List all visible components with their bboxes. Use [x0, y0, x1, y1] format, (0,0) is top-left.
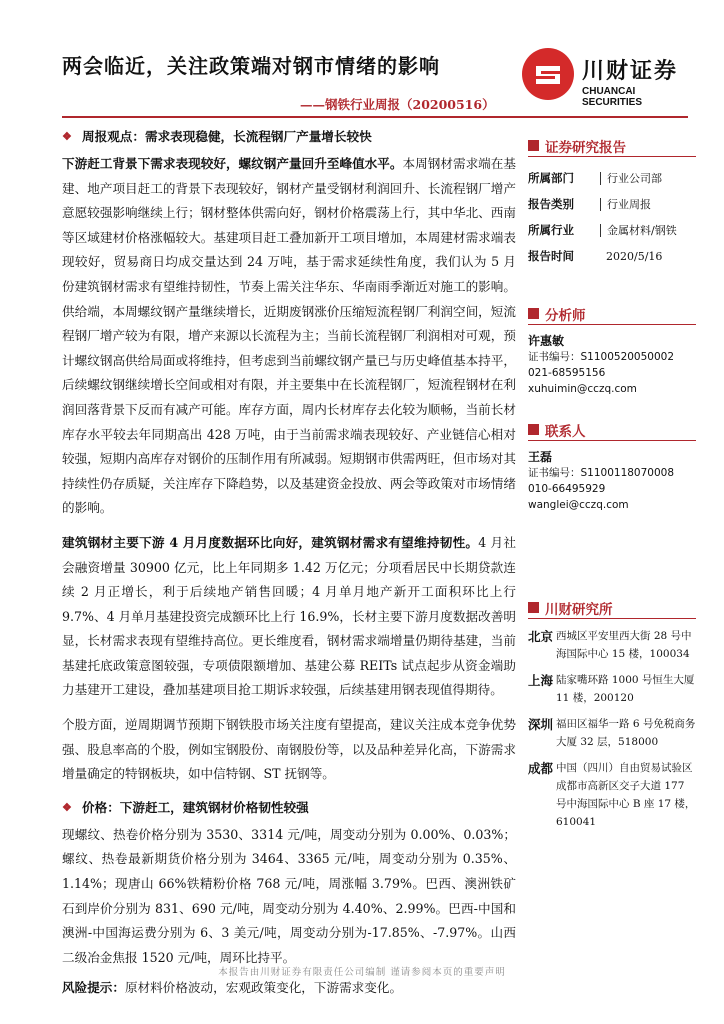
sidebar — [528, 135, 696, 839]
sidebar-heading-report: 证券研究报告 — [528, 135, 696, 157]
sidebar-heading-analyst: 分析师 — [528, 303, 696, 325]
analyst-card — [528, 333, 696, 397]
office-shenzhen: 深圳 福田区福华一路 6 号免税商务大厦 32 层，518000 — [528, 717, 696, 748]
office-beijing: 北京 西城区平安里西大街 28 号中海国际中心 15 楼，100034 — [528, 629, 692, 660]
square-bullet-icon — [528, 602, 539, 613]
analyst-cert: 证书编号：S1100520050002 — [528, 351, 675, 363]
info-row-industry: 所属行业 金属材料/钢铁 — [528, 217, 696, 243]
analyst-email[interactable]: xuhuimin@cczq.com — [528, 383, 637, 395]
contact-email[interactable]: wanglei@cczq.com — [528, 499, 629, 511]
risk-body: 原材料价格波动，宏观政策变化，下游需求变化。 — [124, 980, 403, 996]
analyst-name: 许惠敏 — [528, 334, 565, 348]
footer-disclaimer: 本报告由川财证券有限责任公司编制 谨请参阅本页的重要声明 — [218, 967, 506, 978]
paragraph-monthly-data — [62, 531, 516, 703]
analyst-phone: 021-68595156 — [528, 367, 606, 379]
logo-text-en: CHUANCAI SECURITIES — [582, 86, 643, 108]
contact-card — [528, 449, 696, 513]
contact-cert: 证书编号：S1100118070008 — [528, 467, 675, 479]
paragraph-body: 本周钢材需求端在基建、地产项目赶工的背景下表现较好，钢材产量受钢材利润回升、长流程钢厂增产意愿较强影响继续上行；钢材整体供需向好，钢材价格震荡上行，其中华北、西南等区域建材价格涨幅较大。基建项目赶工叠加新开工项目增加，本周建材需求端表现较好，贸易商日均成交量达到 24 万吨，基于需求延续性角度，我们认为 5 月份建筑钢材需求有望维持韧性，节奏上需关注华东、华南雨季渐近对施工的影响。供给端，本周螺纹钢产量继续增长，近期废钢涨价压缩短流程钢厂利润空间，短流程钢厂增产较为有限，增产来源以长流程为主；当前长流程钢厂利润相对可观，预计螺纹钢高供给局面或将维持，但考虑到当前螺纹钢产量已与历史峰值基本持平，后续螺纹钢继续增长空间或相对有限，并主要集中在长流程钢厂，短流程钢材在利润回落背景下反而有减产可能。库存方面，周内长材库存去化较为顺畅，当前长材库存水平较去年同期高出 428 万吨，由于当前需求端表现较好、产业链信心相对较强，短期内高库存对钢价的压制作用有所减弱。短期钢市供需两旺，但市场对其持续性仍存质疑，关注库存下降趋势，以及基建资金投放、两会等政策对市场情绪的影响。 — [62, 156, 517, 516]
square-bullet-icon — [528, 308, 539, 319]
diamond-bullet-icon: ❖ — [62, 129, 72, 143]
risk-warning — [62, 976, 516, 1001]
paragraph-lead: 建筑钢材主要下游 4 月月度数据环比向好，建筑钢材需求有望维持韧性。 — [62, 534, 479, 550]
section-heading-price: ❖ 价格：下游赶工，建筑钢材价格韧性较强 — [62, 795, 516, 821]
sidebar-heading-contact: 联系人 — [528, 419, 696, 441]
logo-mark-icon — [522, 48, 574, 100]
header-divider — [62, 116, 688, 118]
paragraph-lead: 下游赶工背景下需求表现较好，螺纹钢产量回升至峰值水平。 — [62, 156, 403, 171]
paragraph-body: 4 月社会融资增量 30900 亿元，比上年同期多 1.42 万亿元；分项看居民中长期贷款连续 2 月正增长，利于后续地产销售回暖；4 月单月地产新开工面积环比上行 9.7%、4 月单月基建投资完成额环比上行 16.9%，长材主要下游月度数据改善明显，长材需求表现有望维持高位。更长维度看，钢材需求端增量仍期待基建，当前基建托底政策意图较强，专项债限额增加、基建公募 REITs 试点起步从资金端助力基建开工建设，叠加基建项目抢工期诉求较强，后续基建用钢表现值得期待。 — [62, 534, 516, 698]
paragraph-prices: 现螺纹、热卷价格分别为 3530、3314 元/吨，周变动分别为 0.00%、0.03%；螺纹、热卷最新期货价格分别为 3464、3365 元/吨，周变动分别为 0.35%、1.14%；现唐山 66%铁精粉价格 768 元/吨，周涨幅 3.79%。巴西、澳洲铁矿石到岸价分别为 831、690 元/吨，周变动分别为 4.40%、2.99%。巴西-中国和澳洲-中国海运费分别为 6、3 美元/吨，周变动分别为-17.85%、-7.97%。山西二级冶金焦报 1520 元/吨，周环比持平。 — [62, 826, 516, 965]
company-logo — [522, 48, 692, 108]
contact-name: 王磊 — [528, 450, 553, 464]
info-row-date: 报告时间 2020/5/16 — [528, 249, 663, 263]
square-bullet-icon — [528, 140, 539, 151]
contact-phone: 010-66495929 — [528, 483, 606, 495]
paragraph-demand — [62, 152, 516, 521]
diamond-bullet-icon: ❖ — [62, 800, 72, 814]
info-row-department: 所属部门 行业公司部 — [528, 165, 696, 191]
square-bullet-icon — [528, 424, 539, 435]
logo-text-cn: 川财证券 — [582, 59, 679, 84]
office-chengdu: 成都 中国（四川）自由贸易试验区成都市高新区交子大道 177 号中海国际中心 B 座 17 楼，610041 — [528, 761, 696, 828]
main-content — [62, 124, 516, 1001]
report-title: 两会临近，关注政策端对钢市情绪的影响 — [62, 54, 440, 78]
risk-label: 风险提示： — [62, 980, 125, 996]
section-heading-outlook: ❖ 周报观点：需求表现稳健，长流程钢厂产量增长较快 — [62, 124, 516, 150]
office-shanghai: 上海 陆家嘴环路 1000 号恒生大厦 11 楼，200120 — [528, 673, 695, 704]
paragraph-stocks: 个股方面，逆周期调节预期下钢铁股市场关注度有望提高，建议关注成本竞争优势强、股息率高的个股，例如宝钢股份、南钢股份等，以及品种差异化高，下游需求增量确定的特钢板块，如中信特钢、ST 抚钢等。 — [62, 717, 516, 782]
sidebar-heading-institute: 川财研究所 — [528, 597, 696, 619]
report-subtitle: ——钢铁行业周报（20200516） — [300, 97, 495, 112]
info-row-category: 报告类别 行业周报 — [528, 191, 696, 217]
